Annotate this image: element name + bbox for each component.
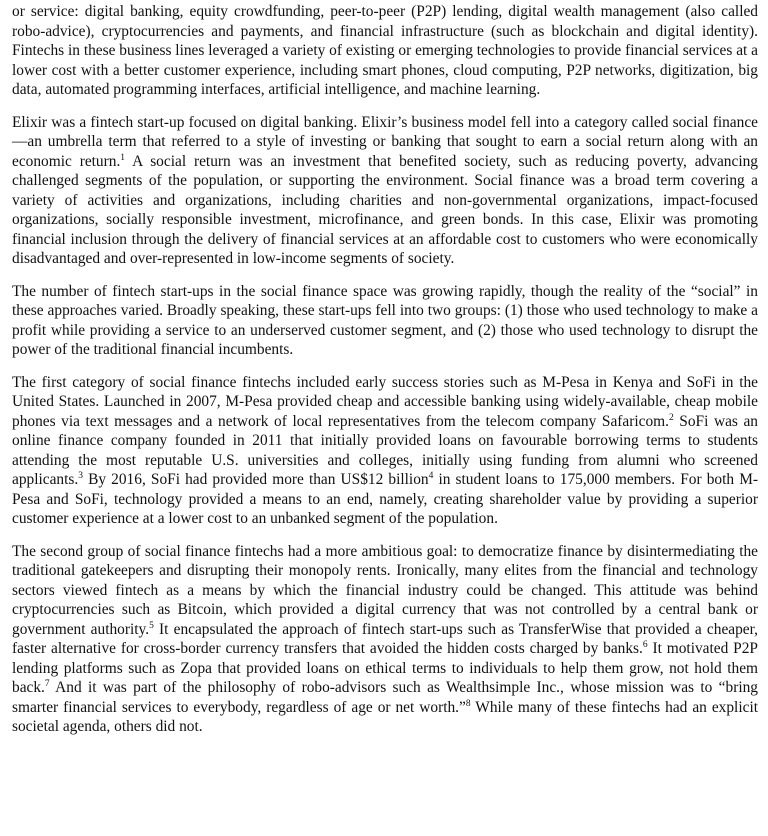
paragraph-text: The second group of social finance fintechs had a more ambitious goal: to democratize finance by disintermediating the traditional gatekeepers and disrupting their monopoly rents. Ironically, many elites from the financial and technology sectors viewed fintech as a means by which the financial industry could be changed. This attitude was behind cryptocurrencies such as Bitcoin, which provided a digital currency that was not controlled by a central bank or government authority. <box>12 542 758 638</box>
paragraph-text: It motivated P2P lending platforms such as Zopa that provided loans on ethical terms to individuals to help them grow, not hold them back. <box>12 640 758 696</box>
footnote-ref-6[interactable]: 6 <box>642 639 648 650</box>
paragraph-text: And it was part of the philosophy of robo-advisors such as Wealthsimple Inc., whose mission was to “bring smarter financial services to everybody, regardless of age or net worth.” <box>12 679 758 716</box>
footnote-ref-8[interactable]: 8 <box>465 698 471 709</box>
paragraph-text: A social return was an investment that benefited society, such as reducing poverty, advancing challenged segments of the population, or supporting the environment. Social finance was a broad term covering a variety of activities and organizations, including charities and non-governmental organizations, impact-focused organizations, socially responsible investment, microfinance, and green bonds. In this case, Elixir was promoting financial inclusion through the delivery of financial services at an affordable cost to customers who were economically disadvantaged and over-represented in low-income segments of society. <box>12 152 758 267</box>
paragraph-fintech-business-lines <box>12 2 758 100</box>
paragraph-text: in student loans to 175,000 members. For both M-Pesa and SoFi, technology provided a means to an end, namely, creating shareholder value by providing a superior customer experience at a lower cost to an unbanked segment of the population. <box>12 471 758 527</box>
paragraph-text: By 2016, SoFi had provided more than US$12 billion <box>83 471 429 488</box>
paragraph-text: While many of these fintechs had an explicit societal agenda, others did not. <box>12 698 758 735</box>
footnote-ref-5[interactable]: 5 <box>149 620 154 631</box>
paragraph-text: SoFi was an online finance company founded in 2011 that initially provided loans on favourable borrowing terms to students attending the most reputable U.S. universities and colleges, initially using funding from alumni who screened applicants. <box>12 412 758 488</box>
paragraph-text: or service: digital banking, equity crowdfunding, peer-to-peer (P2P) lending, digital wealth management (also called robo-advice), cryptocurrencies and payments, and financial infrastructure (such as blockchain and digital identity). Fintechs in these business lines leveraged a variety of existing or emerging technologies to provide financial services at a lower cost with a better customer experience, including smart phones, cloud computing, P2P networks, digitization, big data, automated programming interfaces, artificial intelligence, and machine learning. <box>12 3 758 98</box>
paragraph-two-groups <box>12 282 758 360</box>
footnote-ref-3[interactable]: 3 <box>78 470 83 481</box>
paragraph-text: Elixir was a fintech start-up focused on digital banking. Elixir’s business model fell into a category called social finance—an umbrella term that referred to a style of investing or banking that sought to earn a social return along with an economic return. <box>12 113 758 170</box>
paragraph-text: The first category of social finance fintechs included early success stories such as M-Pesa in Kenya and SoFi in the United States. Launched in 2007, M-Pesa provided cheap and accessible banking using widely-available, cheap mobile phones via text messages and a network of local representatives from the telecom company Safaricom. <box>12 373 758 430</box>
paragraph-text: It encapsulated the approach of fintech start-ups such as TransferWise that provided a cheaper, faster alternative for cross-border currency transfers that avoided the hidden costs charged by banks. <box>12 620 758 657</box>
paragraph-second-group <box>12 542 758 737</box>
paragraph-elixir-social-finance <box>12 113 758 269</box>
paragraph-first-category <box>12 373 758 529</box>
footnote-ref-1[interactable]: 1 <box>120 152 126 163</box>
document-page <box>12 2 758 750</box>
footnote-ref-2[interactable]: 2 <box>668 412 674 423</box>
paragraph-text: The number of fintech start-ups in the social finance space was growing rapidly, though the reality of the “social” in these approaches varied. Broadly speaking, these start-ups fell into two groups: (1) those who used technology to make a profit while providing a service to an underserved customer segment, and (2) those who used technology to disrupt the power of the traditional financial incumbents. <box>12 282 758 358</box>
footnote-ref-4[interactable]: 4 <box>428 470 434 481</box>
footnote-ref-7[interactable]: 7 <box>44 678 50 689</box>
